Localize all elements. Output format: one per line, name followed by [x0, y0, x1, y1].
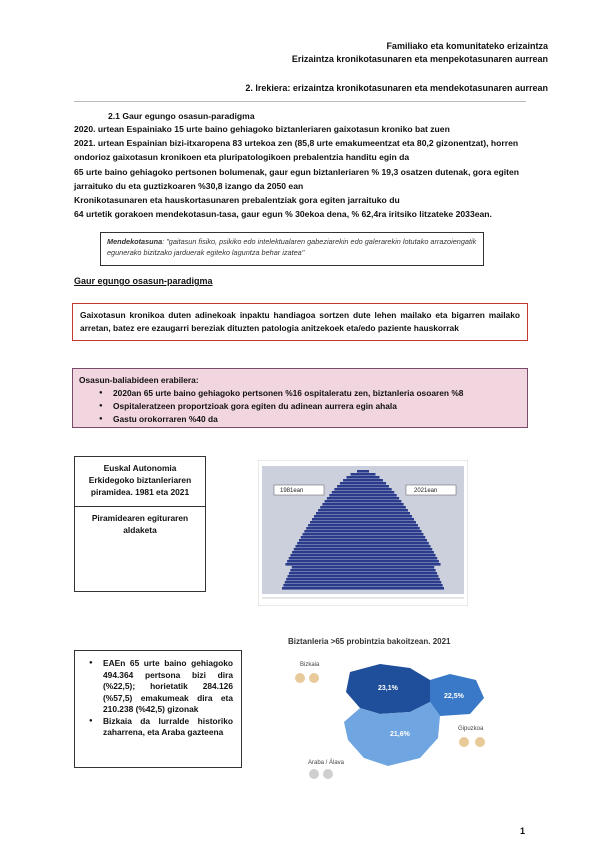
pyramid-bar: [312, 518, 414, 521]
section-title: 2. Irekiera: erizaintza kronikotasunaren eta mendekotasunaren aurrean: [245, 83, 548, 93]
pyramid-title: Euskal Autonomia Erkidegoko biztanleriaren piramidea. 1981 eta 2021: [75, 457, 205, 507]
pyramid-bar: [285, 581, 442, 584]
definition-box: [100, 232, 484, 266]
subtitle: Gaur egungo osasun-paradigma: [74, 276, 213, 286]
pyramid-bar: [346, 476, 379, 479]
pyramid-bar: [325, 500, 402, 503]
legend-left: 1981ean: [280, 488, 304, 494]
map-araba-value: 21,6%: [390, 731, 410, 738]
pyramid-bar: [287, 560, 439, 563]
pyramid-bar: [327, 497, 399, 500]
map-bizkaia-label: Bizkaia: [300, 662, 320, 668]
pyramid-caption: [74, 456, 206, 592]
list-item: ● EAEn 65 urte baino gehiagoko 494.364 pertsona bizi dira (%22,5); horietatik 284.126 (%57,5) emakumeak dira eta 210.238 (%42,5) gizonak: [81, 658, 233, 716]
pyramid-subtitle: Piramidearen egituraren aldaketa: [91, 513, 189, 535]
paradigm-line: Kronikotasunaren eta hauskortasunaren prebalentziak gora egiten jarraituko du: [74, 195, 400, 206]
map-araba-label: Araba / Álava: [308, 760, 345, 766]
map-gipuzkoa-value: 22,5%: [444, 693, 464, 700]
paradigm-line: 64 urtetik gorakoen mendekotasun-tasa, gaur egun % 30ekoa dena, % 62,4ra iritsiko litzateke 2033ean.: [74, 209, 492, 220]
pyramid-bar: [286, 578, 440, 581]
header-line1: Familiako eta komunitateko erizaintza: [386, 41, 548, 51]
paradigm-line: jarraituko du eta guztizkoaren %30,8 izango da 2050 ean: [74, 180, 304, 191]
pyramid-bar: [334, 488, 391, 491]
pyramid-bar: [290, 554, 435, 557]
resources-box: [72, 368, 528, 428]
pyramid-bar: [299, 539, 427, 542]
pyramid-bar: [289, 557, 438, 560]
province-map: [280, 650, 520, 790]
divider: [74, 101, 526, 102]
pyramid-bar: [337, 485, 389, 488]
resources-title: Osasun-baliabideen erabilera:: [79, 375, 199, 385]
pyramid-bar: [316, 512, 410, 515]
pyramid-bar: [297, 542, 429, 545]
pyramid-bar: [340, 482, 386, 485]
pyramid-bar: [322, 503, 403, 506]
pyramid-bar: [343, 479, 383, 482]
doc-header: [292, 40, 548, 66]
paradigm-text: [74, 122, 534, 221]
pyramid-bar: [320, 506, 406, 509]
pyramid-bar: [285, 563, 440, 566]
pyramid-bar: [295, 545, 430, 548]
eae-box: [74, 650, 242, 768]
population-pyramid: [258, 460, 468, 606]
pyramid-bar: [292, 551, 434, 554]
paradigm-line: 2020. urtean Espainiako 15 urte baino gehiagoko biztanleriaren gaixotasun kroniko bat zuen: [74, 124, 450, 134]
person-icon: [475, 737, 485, 747]
pyramid-bar: [290, 569, 435, 572]
map-title: Biztanleria >65 probintzia bakoitzean. 2021: [288, 637, 451, 646]
pyramid-bar: [357, 470, 369, 473]
pyramid-bar: [329, 494, 396, 497]
pyramid-bar: [332, 491, 394, 494]
map-gipuzkoa-label: Gipuzkoa: [458, 726, 484, 732]
pyramid-bar: [318, 509, 408, 512]
pyramid-bar: [282, 587, 444, 590]
pyramid-bar: [301, 536, 426, 539]
pyramid-bar: [294, 548, 432, 551]
list-item: ● Ospitaleratzeen proportzioak gora egiten du adinean aurrera egin ahala: [91, 400, 521, 413]
legend-right: 2021ean: [414, 488, 438, 494]
person-icon: [309, 673, 319, 683]
pyramid-bar: [292, 566, 434, 569]
pyramid-bar: [351, 473, 376, 476]
list-item: ● Gastu orokorraren %40 da: [91, 413, 521, 426]
person-icon: [459, 737, 469, 747]
definition-term: Mendekotasuna: [107, 237, 163, 246]
person-icon: [309, 769, 319, 779]
pyramid-bar: [289, 572, 437, 575]
pyramid-bar: [283, 584, 442, 587]
pyramid-bar: [303, 533, 424, 536]
pyramid-bar: [306, 527, 420, 530]
paradigm-line: 65 urte baino gehiagoko pertsonen bolumenak, gaur egun biztanleriaren % 19,3 osatzen dutenak, gora egiten: [74, 166, 520, 177]
definition-text: : "gaitasun fisiko, psikiko edo intelektualaren gabeziarekin edo galerarekin lotutako arrazoiengatik egunerako bizitzako jarduerak egiteko laguntza behar izatea": [107, 237, 477, 257]
pyramid-bar: [304, 530, 421, 533]
pyramid-bar: [314, 515, 412, 518]
pyramid-bar: [288, 575, 439, 578]
paradigm-line: ondorioz gaixotasun kronikoen eta pluripatologikoen prebalentzia handitu egin da: [74, 152, 410, 163]
pyramid-bar: [310, 521, 416, 524]
page-number: 1: [520, 826, 526, 836]
person-icon: [323, 769, 333, 779]
chronic-box: Gaixotasun kronikoa duten adinekoak inpaktu handiagoa sortzen dute lehen mailako eta bigarren mailako arretan, batez ere ezaugarri bereziak dituzten patologia anitzekoek eta/edo paziente hauskorrak: [72, 303, 528, 341]
map-bizkaia-value: 23,1%: [378, 685, 398, 692]
pyramid-bar: [308, 524, 418, 527]
header-line2: Erizaintza kronikotasunaren eta menpekotasunaren aurrean: [291, 54, 548, 64]
paradigm-heading: 2.1 Gaur egungo osasun-paradigma: [108, 111, 255, 121]
list-item: ● Bizkaia da lurralde historiko zaharrena, eta Araba gazteena: [81, 716, 233, 739]
person-icon: [295, 673, 305, 683]
paradigm-line: 2021. urtean Espainian bizi-itxaropena 83 urtekoa zen (85,8 urte emakumeentzat eta 80,2 gizonentzat), horren: [74, 138, 519, 149]
list-item: ● 2020an 65 urte baino gehiagoko pertsonen %16 ospitaleratu zen, biztanleria osoaren %8: [91, 387, 521, 400]
